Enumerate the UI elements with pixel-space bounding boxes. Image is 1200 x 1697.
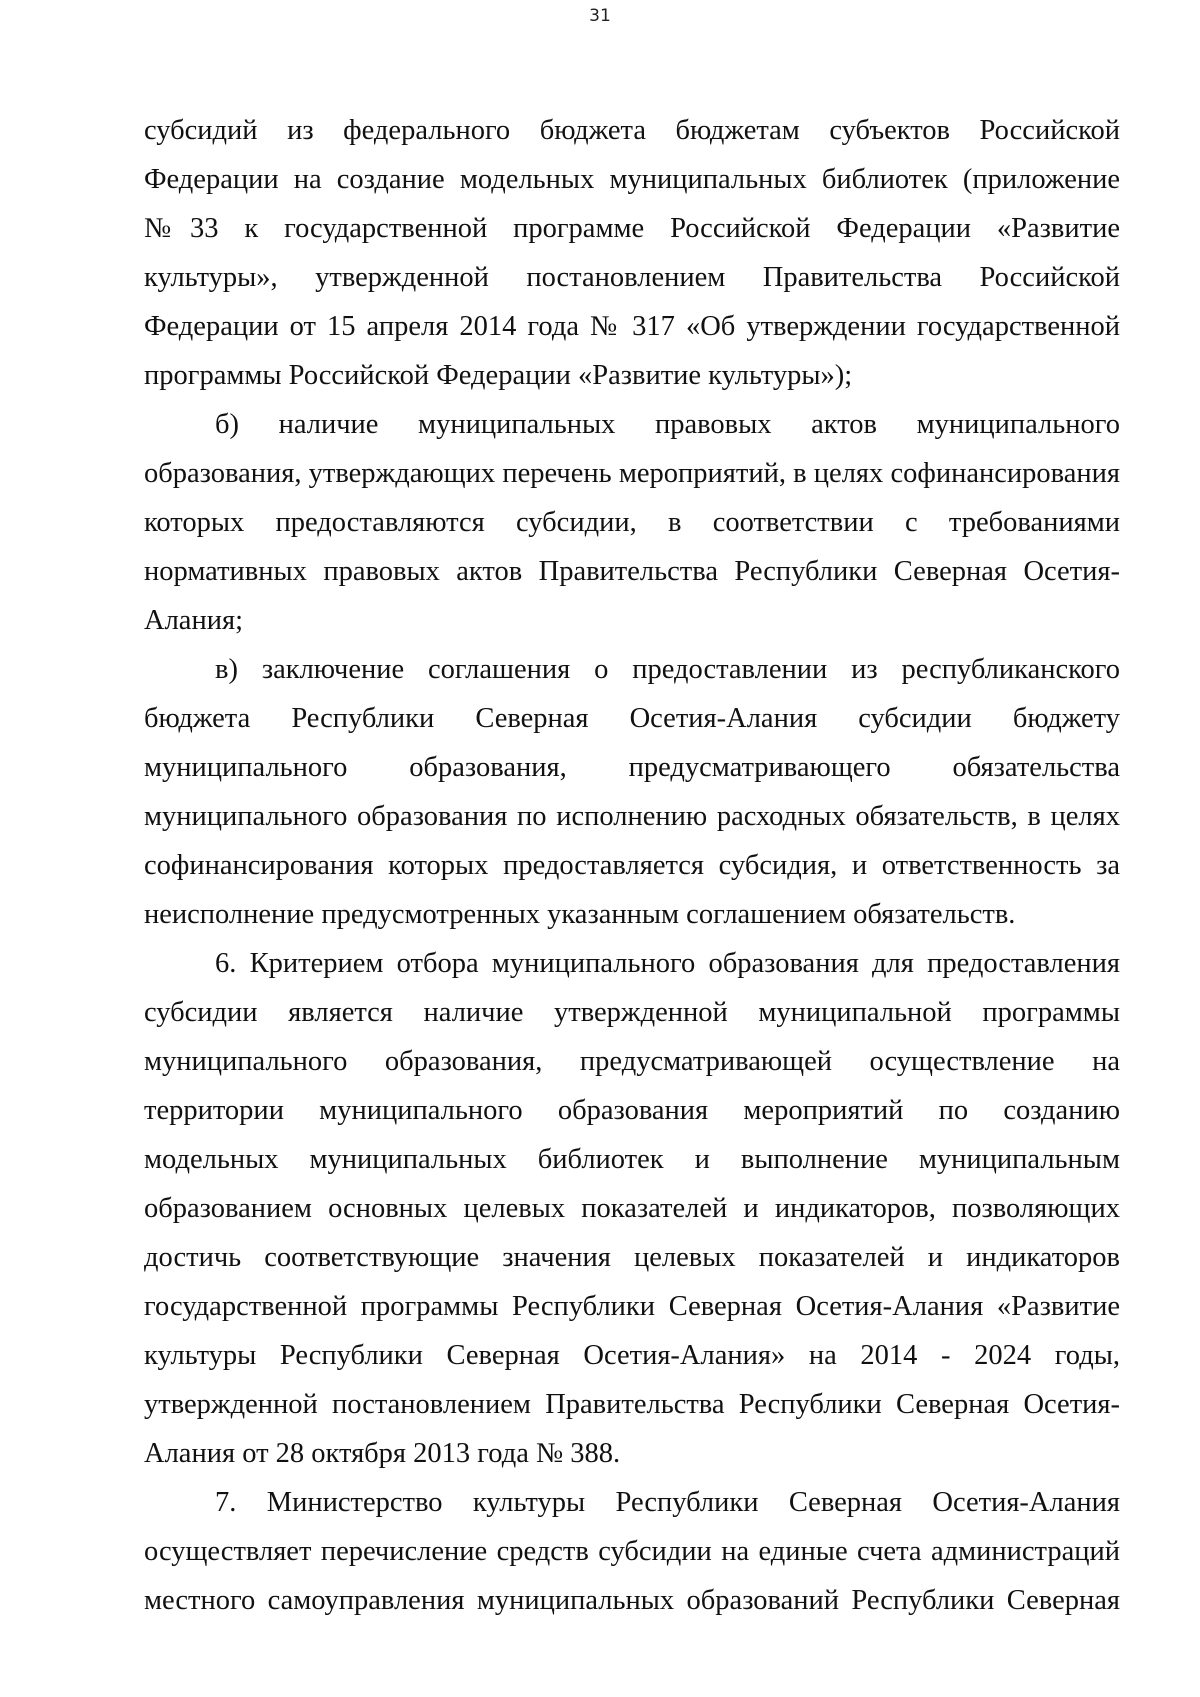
paragraph-b: б) наличие муниципальных правовых актов муниципального образования, утверждающих перечень мероприятий, в целях софинансирования которых предоставляются субсидии, в соответствии с требованиями нормативных правовых актов Правительства Республики Северная Осетия-Алания; [144,409,1120,636]
paragraph-6: 6. Критерием отбора муниципального образования для предоставления субсидии является наличие утвержденной муниципальной программы муниципального образования, предусматривающей осуществление на территории муниципального образования мероприятий по созданию модельных муниципальных библиотек и выполнение муниципальным образованием основных целевых показателей и индикаторов, позволяющих достичь соответствующие значения целевых показателей и индикаторов государственной программы Республики Северная Осетия-Алания «Развитие культуры Республики Северная Осетия-Алания» на 2014 - 2024 годы, утвержденной постановлением Правительства Республики Северная Осетия-Алания от 28 октября 2013 года № 388. [144,948,1120,1469]
paragraph-continuation: субсидий из федерального бюджета бюджетам субъектов Российской Федерации на создание модельных муниципальных библиотек (приложение №33 к государственной программе Российской Федерации «Развитие культуры», утвержденной постановлением Правительства Российской Федерации от 15 апреля 2014 года № 317 «Об утверждении государственной программы Российской Федерации «Развитие культуры»); [144,115,1120,391]
paragraph-7: 7. Министерство культуры Республики Северная Осетия-Алания осуществляет перечисление средств субсидии на единые счета администраций местного самоуправления муниципальных образований Республики Северная [144,1487,1120,1616]
page-number: 31 [589,6,611,26]
paragraph-v: в) заключение соглашения о предоставлении из республиканского бюджета Республики Северная Осетия-Алания субсидии бюджету муниципального образования, предусматривающего обязательства муниципального образования по исполнению расходных обязательств, в целях софинансирования которых предоставляется субсидия, и ответственность за неисполнение предусмотренных указанным соглашением обязательств. [144,654,1120,930]
document-body [144,106,1120,1625]
